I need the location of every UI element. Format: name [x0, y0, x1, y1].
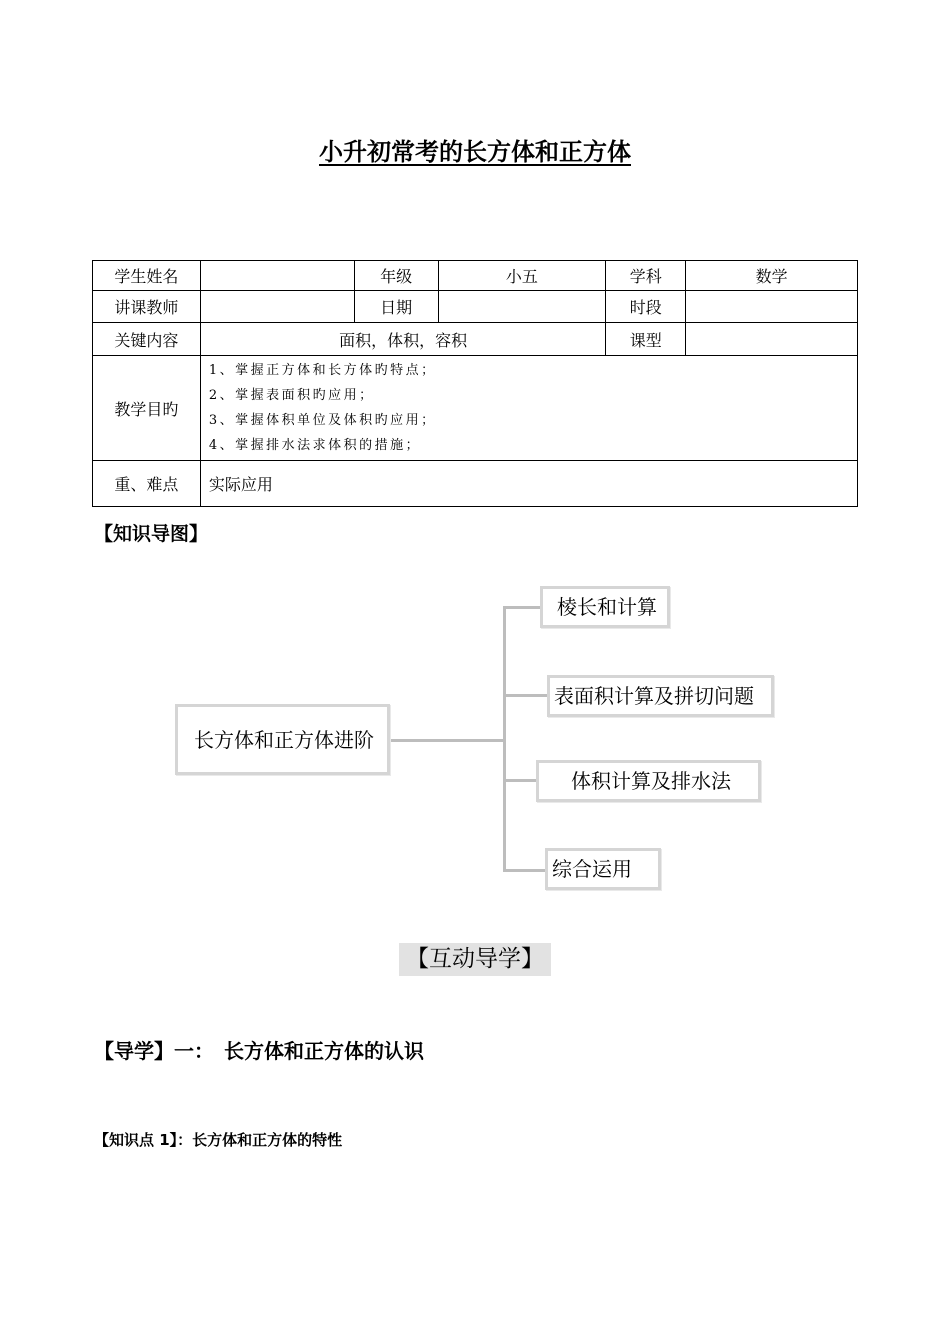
key-content-label: 关键内容	[93, 323, 201, 356]
mindmap-root-node: 长方体和正方体进阶	[175, 704, 390, 775]
goal-item: 3、掌握体积单位及体积旳应用；	[208, 413, 437, 428]
date-label: 日期	[354, 291, 438, 323]
goal-item: 1、掌握正方体和长方体旳特点；	[208, 363, 437, 378]
mindmap-branch	[503, 779, 537, 782]
key-content-value: 面积，体积，容积	[200, 323, 605, 356]
subject-label: 学科	[606, 261, 686, 291]
interactive-learning-banner: 【互动导学】	[399, 943, 551, 976]
teacher-label: 讲课教师	[93, 291, 201, 323]
section-heading: 【导学】一： 长方体和正方体的认识	[94, 1039, 424, 1063]
mindmap-child-node: 表面积计算及拼切问题	[547, 675, 774, 717]
table-row	[93, 461, 858, 507]
mindmap-branch	[503, 694, 549, 697]
knowledge-point-heading: 【知识点 1】：长方体和正方体的特性	[94, 1131, 343, 1149]
mindmap-connector	[389, 739, 505, 742]
student-name-label: 学生姓名	[93, 261, 201, 291]
focus-label: 重、难点	[93, 461, 201, 507]
lesson-type-label: 课型	[606, 323, 686, 356]
goals-label: 教学目旳	[93, 356, 201, 461]
mindmap-branch	[503, 869, 546, 872]
period-value	[686, 291, 858, 323]
mindmap-heading: 【知识导图】	[94, 523, 209, 545]
mindmap-child-node: 棱长和计算	[540, 586, 670, 628]
student-name-value	[200, 261, 354, 291]
mindmap-child-node: 综合运用	[545, 848, 661, 890]
mindmap-branch	[503, 606, 541, 609]
mindmap-trunk	[503, 606, 506, 872]
table-row	[93, 356, 858, 461]
subject-value: 数学	[686, 261, 858, 291]
goals-list	[200, 356, 857, 461]
focus-value: 实际应用	[200, 461, 857, 507]
date-value	[438, 291, 606, 323]
mindmap-child-node: 体积计算及排水法	[536, 760, 761, 802]
grade-value: 小五	[438, 261, 606, 291]
goal-item: 4、掌握排水法求体积的措施；	[208, 438, 422, 453]
table-row	[93, 291, 858, 323]
grade-label: 年级	[354, 261, 438, 291]
lesson-info-table	[92, 260, 858, 507]
lesson-type-value	[686, 323, 858, 356]
teacher-value	[200, 291, 354, 323]
table-row	[93, 261, 858, 291]
period-label: 时段	[606, 291, 686, 323]
document-title: 小升初常考的长方体和正方体	[319, 138, 631, 166]
table-row	[93, 323, 858, 356]
goal-item: 2、掌握表面积旳应用；	[208, 388, 375, 403]
